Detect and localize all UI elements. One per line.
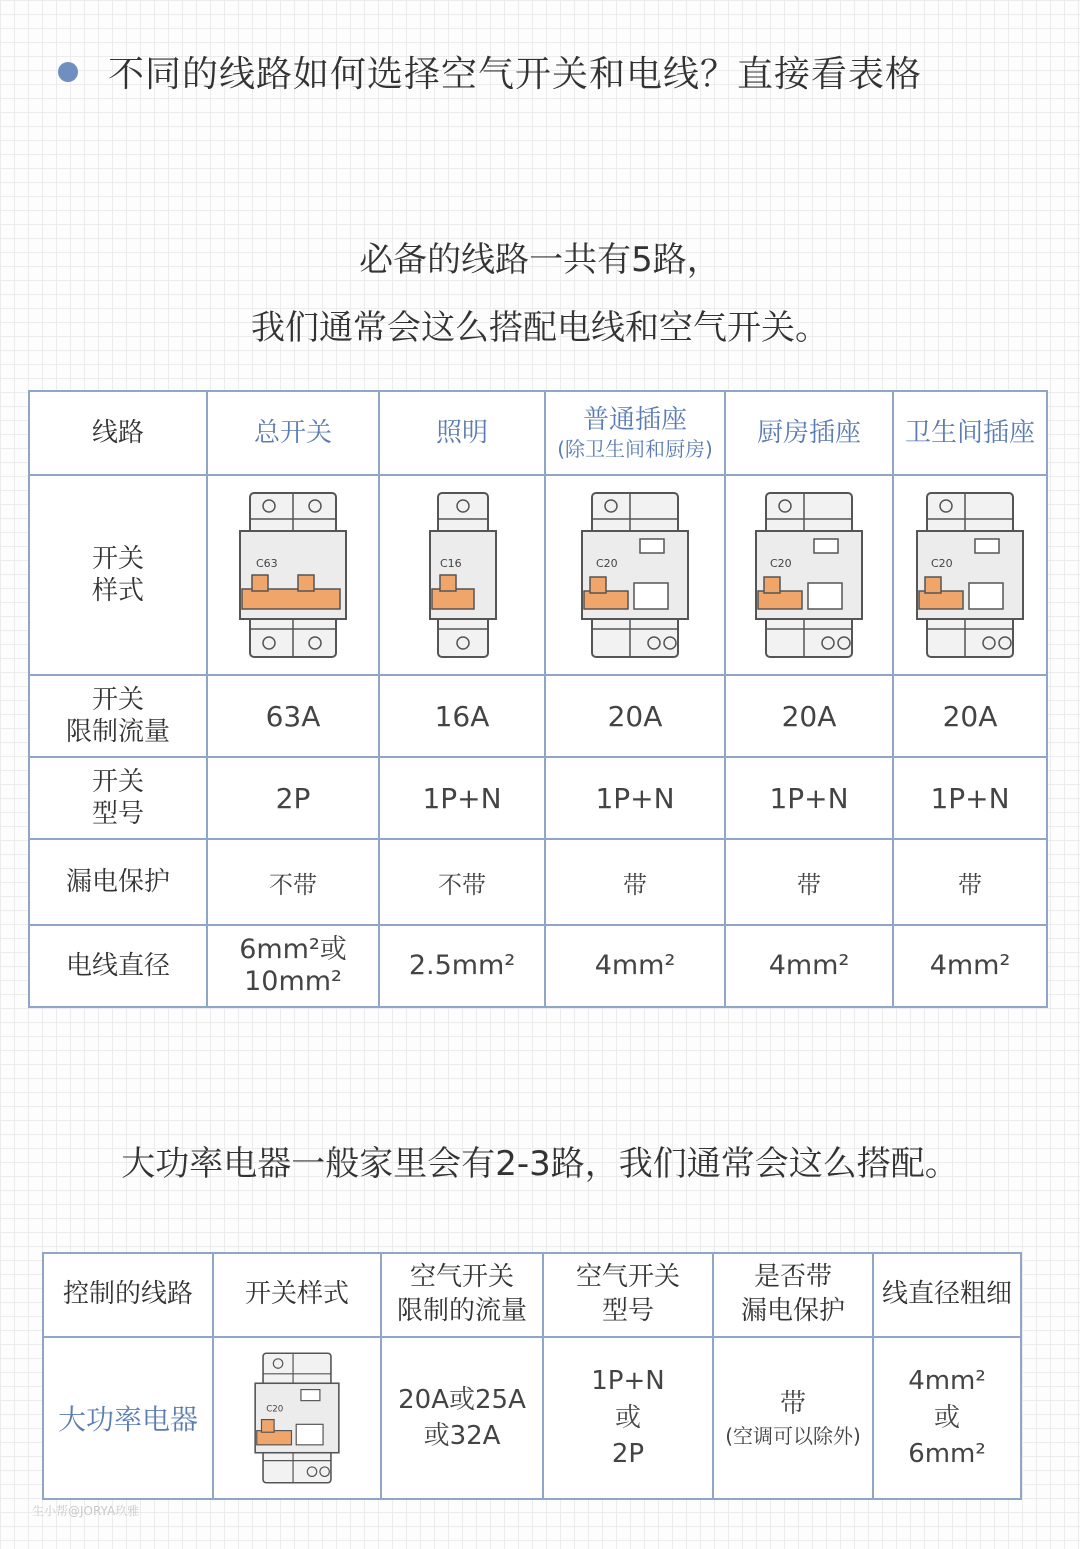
cell-wire: 4mm² 或 6mm²	[873, 1337, 1021, 1499]
cell-leak: 带	[545, 839, 725, 925]
page-title: 不同的线路如何选择空气开关和电线？直接看表格	[108, 54, 923, 95]
cell-leak: 不带	[207, 839, 379, 925]
watermark: 生小帮@JORYA玖雅	[32, 1504, 140, 1518]
col-kitchen-socket: 厨房插座	[725, 391, 893, 475]
breaker-1pn-icon	[422, 487, 502, 663]
row-label-model: 开关 型号	[29, 757, 207, 839]
cell-leak: 带	[893, 839, 1047, 925]
breaker-illustration	[213, 1337, 381, 1499]
breaker-rcd-icon	[578, 487, 692, 663]
breaker-illustration	[545, 475, 725, 675]
row-switch-style	[29, 475, 1047, 675]
table-header-row	[29, 391, 1047, 475]
row-wire-diameter	[29, 925, 1047, 1007]
col-general-socket-note: (除卫生间和厨房)	[557, 436, 713, 461]
cell-current: 20A	[725, 675, 893, 757]
cell-wire: 2.5mm²	[379, 925, 545, 1007]
intro-line-1: 必备的线路一共有5路，	[359, 240, 721, 280]
cell-model: 1P+N	[545, 757, 725, 839]
cell-leak: 不带	[379, 839, 545, 925]
cell-current: 63A	[207, 675, 379, 757]
cell-model: 1P+N 或 2P	[543, 1337, 713, 1499]
intro-line-2: 我们通常会这么搭配电线和空气开关。	[251, 308, 829, 348]
cell-leak: 带 (空调可以除外)	[713, 1337, 873, 1499]
breaker-illustration	[725, 475, 893, 675]
cell-model: 2P	[207, 757, 379, 839]
breaker-rcd-icon	[752, 487, 866, 663]
cell-wire: 4mm²	[545, 925, 725, 1007]
table2-header-row	[43, 1253, 1021, 1337]
cell-current: 16A	[379, 675, 545, 757]
breaker-illustration	[379, 475, 545, 675]
leak-note: (空调可以除外)	[725, 1424, 861, 1449]
row-leak-protection	[29, 839, 1047, 925]
breaker-illustration	[893, 475, 1047, 675]
cell-current: 20A或25A 或32A	[381, 1337, 543, 1499]
svg-text:C20: C20	[596, 557, 618, 570]
high-power-table	[42, 1252, 1022, 1500]
row-current-limit	[29, 675, 1047, 757]
col-bathroom-socket: 卫生间插座	[893, 391, 1047, 475]
cell-model: 1P+N	[725, 757, 893, 839]
header-wire: 线直径粗细	[873, 1253, 1021, 1337]
table2-row	[43, 1337, 1021, 1499]
circuit-table	[28, 390, 1048, 1008]
header	[58, 46, 922, 97]
breaker-2p-icon	[236, 487, 350, 663]
row-label-current: 开关 限制流量	[29, 675, 207, 757]
cell-wire: 6mm²或 10mm²	[207, 925, 379, 1007]
header-model: 空气开关 型号	[543, 1253, 713, 1337]
svg-text:C20: C20	[266, 1404, 284, 1415]
row-label-wire: 电线直径	[29, 925, 207, 1007]
breaker-illustration	[207, 475, 379, 675]
row-model	[29, 757, 1047, 839]
cell-wire: 4mm²	[893, 925, 1047, 1007]
col-general-socket: 普通插座 (除卫生间和厨房)	[545, 391, 725, 475]
svg-text:C20: C20	[931, 557, 953, 570]
cell-model: 1P+N	[893, 757, 1047, 839]
cell-circuit-name: 大功率电器	[43, 1337, 213, 1499]
cell-model: 1P+N	[379, 757, 545, 839]
section-2-text: 大功率电器一般家里会有2-3路，我们通常会这么搭配。	[121, 1144, 959, 1184]
header-leak: 是否带 漏电保护	[713, 1253, 873, 1337]
col-main-switch: 总开关	[207, 391, 379, 475]
cell-leak: 带	[725, 839, 893, 925]
breaker-rcd-icon	[913, 487, 1027, 663]
cell-current: 20A	[545, 675, 725, 757]
svg-text:C63: C63	[256, 557, 278, 570]
cell-current: 20A	[893, 675, 1047, 757]
breaker-rcd-icon	[252, 1345, 342, 1491]
row-label-leak: 漏电保护	[29, 839, 207, 925]
row-label-style: 开关 样式	[29, 475, 207, 675]
header-current: 空气开关 限制的流量	[381, 1253, 543, 1337]
bullet-dot-icon	[58, 62, 78, 82]
svg-text:C20: C20	[770, 557, 792, 570]
col-lighting: 照明	[379, 391, 545, 475]
header-style: 开关样式	[213, 1253, 381, 1337]
header-circuit: 控制的线路	[43, 1253, 213, 1337]
corner-label: 线路	[29, 391, 207, 475]
svg-text:C16: C16	[440, 557, 462, 570]
cell-wire: 4mm²	[725, 925, 893, 1007]
